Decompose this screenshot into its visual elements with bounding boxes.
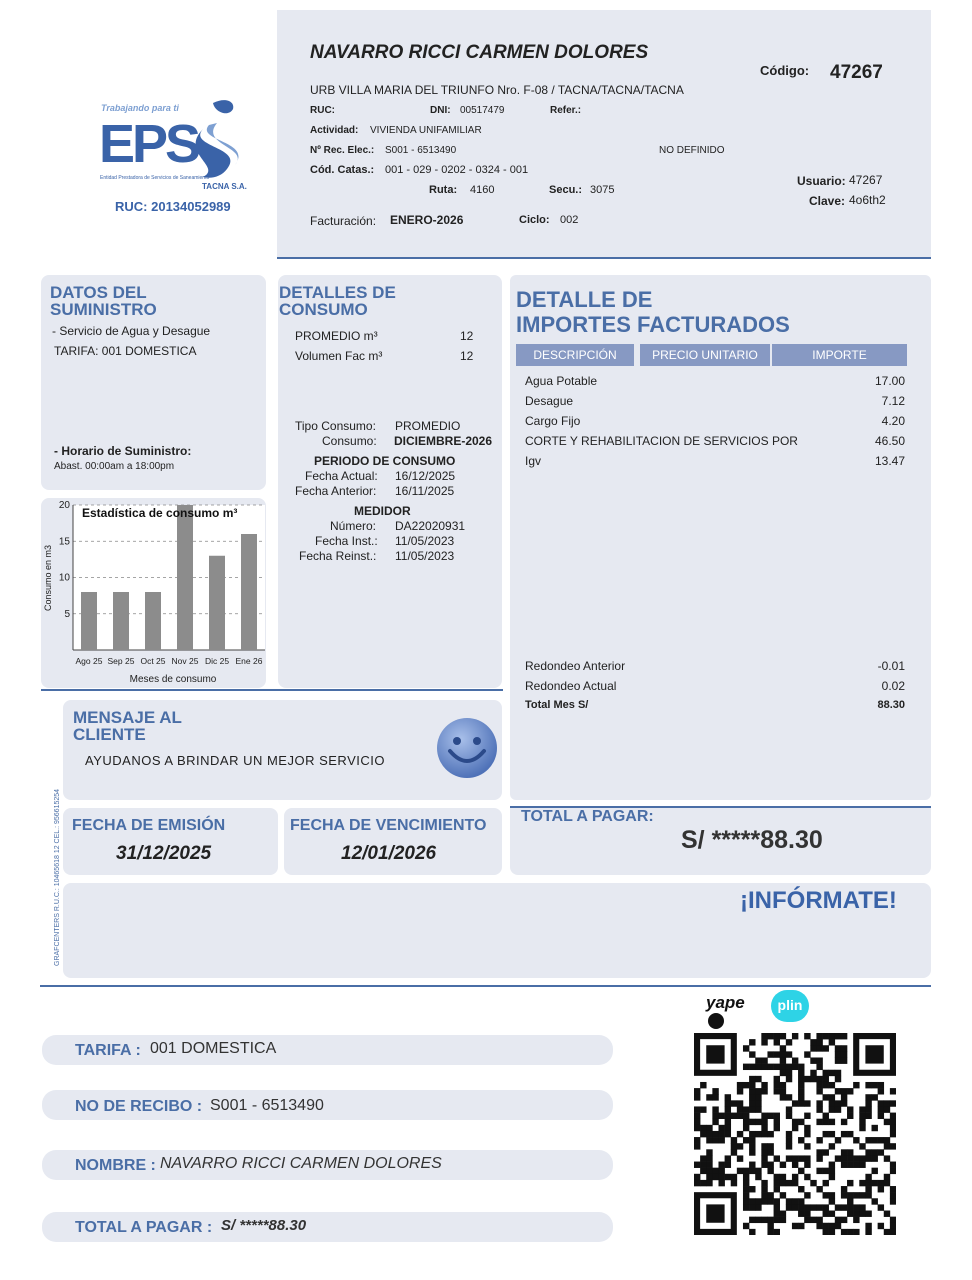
- refer-label: Refer.:: [550, 105, 582, 116]
- fecha-anterior-label: Fecha Anterior:: [295, 484, 377, 498]
- fecha-actual-value: 16/12/2025: [395, 469, 456, 483]
- clave-label: Clave:: [809, 194, 846, 208]
- importe-amount: 13.47: [874, 454, 905, 468]
- rec-elec-note: NO DEFINIDO: [659, 145, 725, 156]
- header-descripcion: DESCRIPCIÓN: [516, 344, 634, 366]
- chart-bar: [81, 592, 97, 650]
- logo-tagline: Trabajando para ti: [101, 103, 179, 113]
- importe-row: [525, 454, 905, 468]
- chart-bar: [177, 505, 193, 650]
- importe-amount: 17.00: [874, 374, 905, 388]
- suministro-title-line1: DATOS DEL: [50, 283, 147, 302]
- total-mes-label: Total Mes S/: [525, 699, 589, 711]
- logo-subtitle: Entidad Prestadora de Servicios de Saneamiento: [100, 175, 210, 181]
- customer-code: 47267: [830, 62, 883, 83]
- mensaje-title-line2: CLIENTE: [73, 725, 146, 744]
- importe-amount: 46.50: [874, 434, 905, 448]
- logo-letters: EPS: [99, 114, 199, 174]
- yape-text: yape: [706, 993, 745, 1012]
- header-divider: [277, 257, 931, 259]
- chart-bar: [241, 534, 257, 650]
- informate-title: ¡INFÓRMATE!: [740, 887, 897, 914]
- plin-text: plin: [777, 997, 803, 1013]
- stub-total-label: TOTAL A PAGAR :: [75, 1219, 213, 1236]
- periodo-title: PERIODO DE CONSUMO: [314, 454, 456, 468]
- chart-x-tick-label: Nov 25: [171, 656, 199, 666]
- customer-code-label: Código:: [760, 63, 810, 78]
- consumption-chart: [41, 498, 266, 688]
- fecha-reinst-value: 11/05/2023: [395, 549, 455, 563]
- ruta-value: 4160: [470, 184, 495, 196]
- ruta-label: Ruta:: [429, 184, 458, 196]
- left-divider: [41, 689, 503, 691]
- tipo-label: Tipo Consumo:: [295, 419, 376, 433]
- chart-bar: [113, 592, 129, 650]
- logo-city: TACNA S.A.: [202, 182, 247, 191]
- facturacion-label: Facturación:: [310, 214, 377, 228]
- horario-label: - Horario de Suministro:: [54, 444, 192, 458]
- stub-tarifa-label: TARIFA :: [75, 1042, 141, 1059]
- activity-label: Actividad:: [310, 125, 359, 136]
- stub-recibo-label: NO DE RECIBO :: [75, 1098, 203, 1115]
- chart-title: Estadística de consumo m³: [82, 506, 238, 520]
- yape-coin-icon: [708, 1013, 724, 1029]
- importe-row: [525, 414, 905, 428]
- yape-logo: [706, 993, 766, 1017]
- total-mes-row: [525, 699, 905, 711]
- side-printer-text: GRAFCENTERS R.U.C.: 10465618 12 CEL.: 956615254: [54, 788, 61, 966]
- redondeo-actual-row: [525, 679, 905, 693]
- usuario-value: 47267: [849, 173, 883, 187]
- dni-value: 00517479: [460, 105, 505, 116]
- volumen-label: Volumen Fac m³: [295, 349, 383, 363]
- vencimiento-value: 12/01/2026: [341, 843, 437, 864]
- total-value: S/ *****88.30: [681, 826, 823, 854]
- importe-desc: Agua Potable: [525, 374, 598, 388]
- horario-value: Abast. 00:00am a 18:00pm: [54, 461, 175, 472]
- secu-value: 3075: [590, 184, 615, 196]
- consumo-label: Consumo:: [322, 434, 377, 448]
- suministro-title: [50, 284, 157, 318]
- redondeo-anterior-row: [525, 659, 905, 673]
- fecha-reinst-label: Fecha Reinst.:: [299, 549, 377, 563]
- header-importe: IMPORTE: [772, 344, 907, 366]
- consumo-value: DICIEMBRE-2026: [394, 434, 493, 448]
- chart-y-axis-label: Consumo en m3: [43, 544, 53, 612]
- importes-title-line1: DETALLE DE: [516, 287, 653, 312]
- importe-row: [525, 394, 905, 408]
- smiley-icon: [436, 717, 498, 779]
- rec-elec-value: S001 - 6513490: [385, 145, 457, 156]
- tipo-value: PROMEDIO: [395, 419, 461, 433]
- total-mes-value: 88.30: [877, 699, 905, 711]
- ciclo-label: Ciclo:: [519, 214, 550, 226]
- emision-value: 31/12/2025: [116, 843, 212, 864]
- stub-nombre-value: NAVARRO RICCI CARMEN DOLORES: [160, 1155, 442, 1172]
- promedio-value: 12: [460, 329, 474, 343]
- suministro-title-line2: SUMINISTRO: [50, 300, 157, 319]
- chart-y-tick-label: 10: [58, 572, 70, 584]
- chart-y-tick-label: 15: [58, 536, 70, 548]
- facturacion-value: ENERO-2026: [390, 213, 464, 227]
- stub-tarifa-value: 001 DOMESTICA: [150, 1040, 277, 1057]
- importe-desc: Cargo Fijo: [525, 414, 581, 428]
- redondeo-anterior-value: -0.01: [877, 659, 905, 673]
- chart-x-tick-label: Dic 25: [204, 656, 230, 666]
- customer-address: URB VILLA MARIA DEL TRIUNFO Nro. F-08 / TACNA/TACNA/TACNA: [310, 83, 684, 97]
- rec-elec-label: Nº Rec. Elec.:: [310, 145, 375, 156]
- medidor-title: MEDIDOR: [354, 504, 411, 518]
- logo-ruc: RUC: 20134052989: [115, 199, 231, 214]
- redondeo-anterior-label: Redondeo Anterior: [525, 659, 626, 673]
- fecha-anterior-value: 16/11/2025: [395, 484, 455, 498]
- total-label: TOTAL A PAGAR:: [521, 808, 654, 825]
- chart-x-tick-label: Sep 25: [107, 656, 135, 666]
- fecha-actual-label: Fecha Actual:: [305, 469, 378, 483]
- chart-x-tick-label: Ene 26: [235, 656, 263, 666]
- dni-label: DNI:: [430, 105, 451, 116]
- stub-divider: [40, 985, 931, 987]
- importe-row: [525, 374, 905, 388]
- qr-code-icon: [694, 1033, 896, 1235]
- usuario-label: Usuario:: [797, 174, 846, 188]
- volumen-value: 12: [460, 349, 474, 363]
- importes-title-line2: IMPORTES FACTURADOS: [516, 312, 790, 337]
- chart-x-axis-label: Meses de consumo: [129, 674, 217, 685]
- numero-value: DA22020931: [395, 519, 466, 533]
- redondeo-actual-value: 0.02: [881, 679, 905, 693]
- importe-amount: 7.12: [881, 394, 905, 408]
- fecha-inst-value: 11/05/2023: [395, 534, 455, 548]
- numero-label: Número:: [330, 519, 377, 533]
- chart-bar: [209, 556, 225, 650]
- chart-bar: [145, 592, 161, 650]
- customer-name: NAVARRO RICCI CARMEN DOLORES: [310, 42, 649, 63]
- vencimiento-label: FECHA DE VENCIMIENTO: [290, 817, 487, 834]
- header-precio-unitario: PRECIO UNITARIO: [640, 344, 770, 366]
- chart-x-tick-label: Oct 25: [140, 656, 166, 666]
- consumo-title-line2: CONSUMO: [279, 300, 368, 319]
- redondeo-actual-label: Redondeo Actual: [525, 679, 617, 693]
- chart-y-tick-label: 5: [64, 608, 70, 620]
- eps-logo: [95, 95, 260, 220]
- mensaje-text: AYUDANOS A BRINDAR UN MEJOR SERVICIO: [85, 753, 385, 768]
- secu-label: Secu.:: [549, 184, 583, 196]
- importes-title: [516, 287, 790, 337]
- ruc-label: RUC:: [310, 105, 335, 116]
- emision-label: FECHA DE EMISIÓN: [72, 817, 226, 834]
- importe-row: [525, 434, 905, 448]
- catas-label: Cód. Catas.:: [310, 164, 375, 176]
- stub-recibo-value: S001 - 6513490: [210, 1097, 324, 1114]
- chart-y-tick-label: 20: [58, 500, 70, 511]
- importe-desc: Igv: [525, 454, 542, 468]
- mensaje-title-line1: MENSAJE AL: [73, 708, 182, 727]
- importe-desc: CORTE Y REHABILITACION DE SERVICIOS POR: [525, 434, 798, 448]
- stub-total-value: S/ *****88.30: [221, 1217, 307, 1234]
- suministro-tarifa: TARIFA: 001 DOMESTICA: [54, 344, 197, 358]
- chart-x-tick-label: Ago 25: [75, 656, 103, 666]
- promedio-label: PROMEDIO m³: [295, 329, 378, 343]
- consumo-title-line1: DETALLES DE: [279, 283, 396, 302]
- fecha-inst-label: Fecha Inst.:: [315, 534, 378, 548]
- importe-desc: Desague: [525, 394, 574, 408]
- stub-nombre-label: NOMBRE :: [75, 1157, 156, 1174]
- catas-value: 001 - 029 - 0202 - 0324 - 001: [385, 164, 529, 176]
- activity-value: VIVIENDA UNIFAMILIAR: [370, 125, 482, 136]
- clave-value: 4o6th2: [849, 193, 886, 207]
- ciclo-value: 002: [560, 214, 579, 226]
- importe-amount: 4.20: [881, 414, 905, 428]
- suministro-service: - Servicio de Agua y Desague: [52, 324, 211, 338]
- mensaje-title: [73, 709, 182, 743]
- plin-logo: [771, 990, 809, 1022]
- consumo-title: [279, 284, 396, 318]
